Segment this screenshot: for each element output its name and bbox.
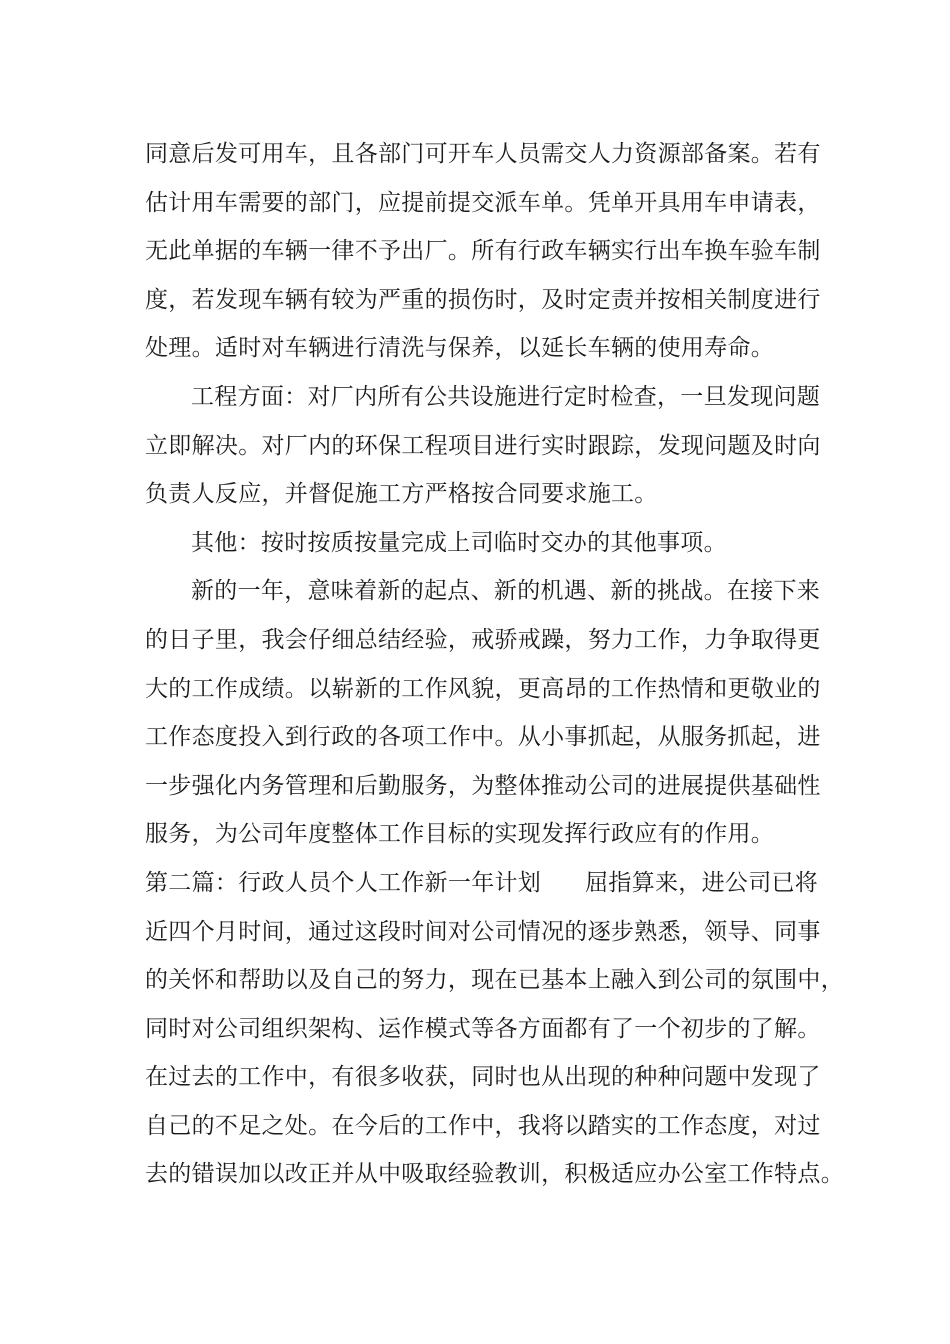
paragraph-start-new-year: 新的一年，意味着新的起点、新的机遇、新的挑战。在接下来 bbox=[191, 578, 821, 605]
text-line: 工作态度投入到行政的各项工作中。从小事抓起，从服务抓起，进 bbox=[145, 724, 821, 751]
document-body bbox=[145, 130, 844, 1199]
paragraph-start-engineering: 工程方面：对厂内所有公共设施进行定时检查，一旦发现问题 bbox=[191, 383, 821, 410]
text-line: 同时对公司组织架构、运作模式等各方面都有了一个初步的了解。 bbox=[145, 1015, 821, 1042]
text-line: 去的错误加以改正并从中吸取经验教训，积极适应办公室工作特点。 bbox=[145, 1161, 844, 1188]
text-line: 立即解决。对厂内的环保工程项目进行实时跟踪，发现问题及时向 bbox=[145, 432, 821, 459]
paragraph-start-other: 其他：按时按质按量完成上司临时交办的其他事项。 bbox=[191, 529, 727, 556]
text-line: 近四个月时间，通过这段时间对公司情况的逐步熟悉，领导、同事 bbox=[145, 918, 821, 945]
text-line: 服务，为公司年度整体工作目标的实现发挥行政应有的作用。 bbox=[145, 821, 775, 848]
section-heading-line bbox=[145, 859, 825, 908]
text-line: 处理。适时对车辆进行清洗与保养，以延长车辆的使用寿命。 bbox=[145, 335, 775, 362]
text-line: 估计用车需要的部门，应提前提交派车单。凭单开具用车申请表， bbox=[145, 189, 821, 216]
text-line: 同意后发可用车，且各部门可开车人员需交人力资源部备案。若有 bbox=[145, 141, 821, 167]
section-first-line-text: 屈指算来，进公司已将 bbox=[585, 869, 819, 896]
text-line: 无此单据的车辆一律不予出厂。所有行政车辆实行出车换车验车制 bbox=[145, 238, 821, 265]
text-line: 的关怀和帮助以及自己的努力，现在已基本上融入到公司的氛围中， bbox=[145, 967, 844, 994]
text-line: 自己的不足之处。在今后的工作中，我将以踏实的工作态度，对过 bbox=[145, 1112, 821, 1139]
text-line: 大的工作成绩。以崭新的工作风貌，更高昂的工作热情和更敬业的 bbox=[145, 675, 821, 702]
section-heading: 第二篇：行政人员个人工作新一年计划 bbox=[145, 869, 542, 896]
text-line: 一步强化内务管理和后勤服务，为整体推动公司的进展提供基础性 bbox=[145, 772, 821, 799]
text-line: 度，若发现车辆有较为严重的损伤时，及时定责并按相关制度进行 bbox=[145, 286, 821, 313]
text-line: 负责人反应，并督促施工方严格按合同要求施工。 bbox=[145, 481, 658, 508]
text-line: 在过去的工作中，有很多收获，同时也从出现的种种问题中发现了 bbox=[145, 1064, 821, 1091]
text-line: 的日子里，我会仔细总结经验，戒骄戒躁，努力工作，力争取得更 bbox=[145, 626, 821, 653]
